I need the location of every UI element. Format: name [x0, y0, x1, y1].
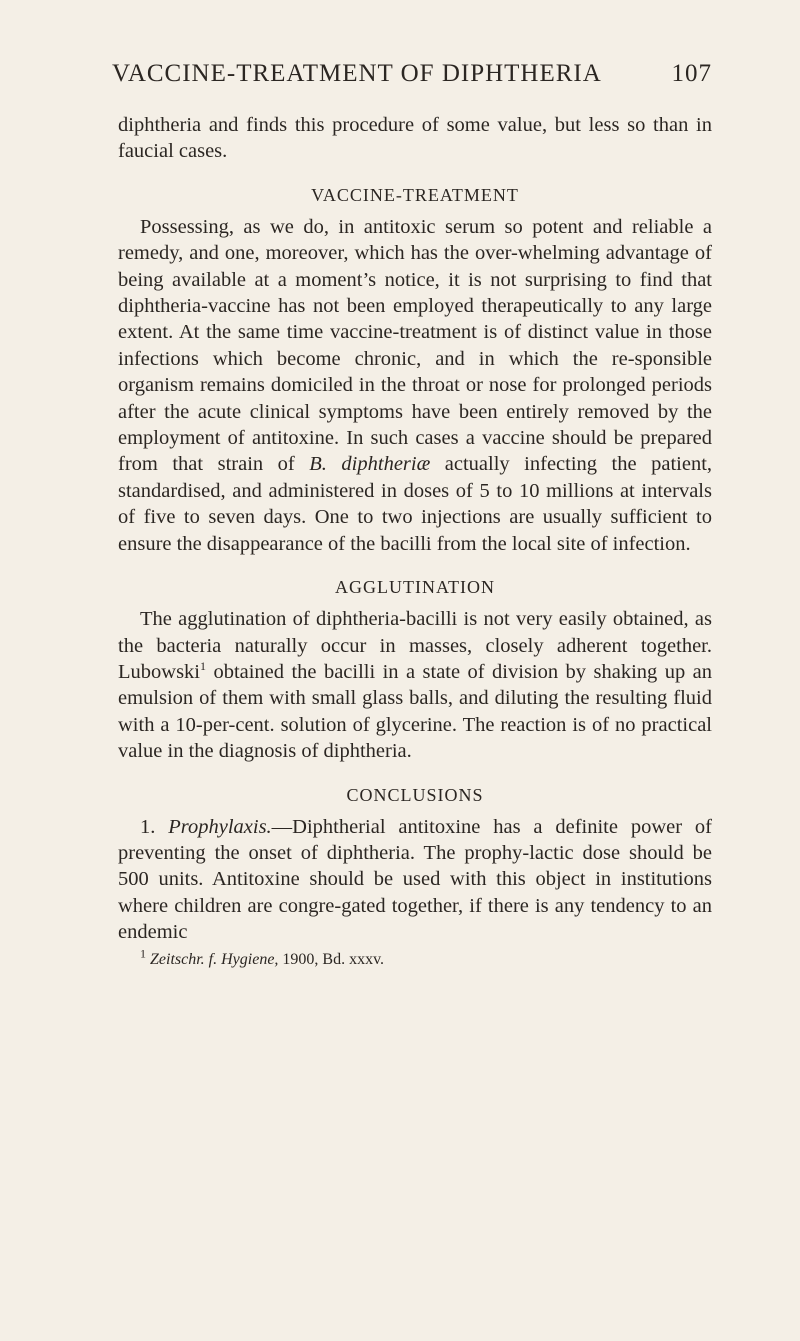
- conclusion-title: Prophylaxis.: [168, 815, 272, 838]
- vaccine-treatment-paragraph: [118, 214, 712, 557]
- footnote-journal: Zeitschr. f. Hygiene,: [150, 950, 279, 968]
- conclusion-text: —Diphtherial antitoxine has a definite power of preventing the onset of diphtheria. The prophy-lactic dose should be 500 units. Antitoxine should be used with this object in institutions where children are congre-gated together, if there is any tendency to an endemic: [118, 815, 712, 944]
- vaccine-text-part-2: actually infecting the patient, standardised, and administered in doses of 5 to 10 millions at intervals of five to seven days. One to two injections are usually sufficient to ensure the disappearance of the bacilli from the local site of infection.: [118, 453, 713, 555]
- page-body: [118, 112, 712, 970]
- vaccine-text-part-1: Possessing, as we do, in antitoxic serum so potent and reliable a remedy, and one, moreover, which has the over-whelming advantage of being available at a moment’s notice, it is not surprising to find that diphtheria-vaccine has not been employed therapeutically to any large extent. At the same time vaccine-treatment is of distinct value in those infections which become chronic, and in which the re-sponsible organism remains domiciled in the throat or nose for prolonged periods after the acute clinical symptoms have been entirely removed by the employment of antitoxine. In such cases a vaccine should be prepared from that strain of: [118, 215, 712, 476]
- continued-paragraph: diphtheria and finds this procedure of some value, but less so than in faucial cases.: [118, 114, 712, 163]
- conclusion-number: 1.: [140, 815, 156, 838]
- agglutination-text-part-1: The agglutination of diphtheria-bacilli is not very easily obtained, as the bacteria naturally occur in masses, closely adherent together. Lubowski: [118, 608, 712, 683]
- footnote-marker: 1: [140, 946, 146, 961]
- footnote-details: 1900, Bd. xxxv.: [282, 950, 385, 968]
- running-title: VACCINE-TREATMENT OF DIPHTHERIA: [112, 60, 602, 87]
- page-number: 107: [671, 60, 712, 87]
- organism-name: B. diphtheriæ: [309, 453, 431, 476]
- section-heading-conclusions: CONCLUSIONS: [346, 784, 484, 805]
- conclusion-item-1: [118, 814, 712, 946]
- agglutination-paragraph: [118, 606, 712, 764]
- footnote: [118, 946, 712, 970]
- section-heading-agglutination: AGGLUTINATION: [335, 577, 495, 598]
- footnote-reference: 1: [200, 659, 206, 674]
- section-heading-vaccine-treatment: VACCINE-TREATMENT: [311, 184, 519, 205]
- agglutination-text-part-2: obtained the bacilli in a state of division by shaking up an emulsion of them with small glass balls, and diluting the resulting fluid with a 10-per-cent. solution of glycerine. The reaction is of no practical value in the diagnosis of diphtheria.: [118, 660, 712, 763]
